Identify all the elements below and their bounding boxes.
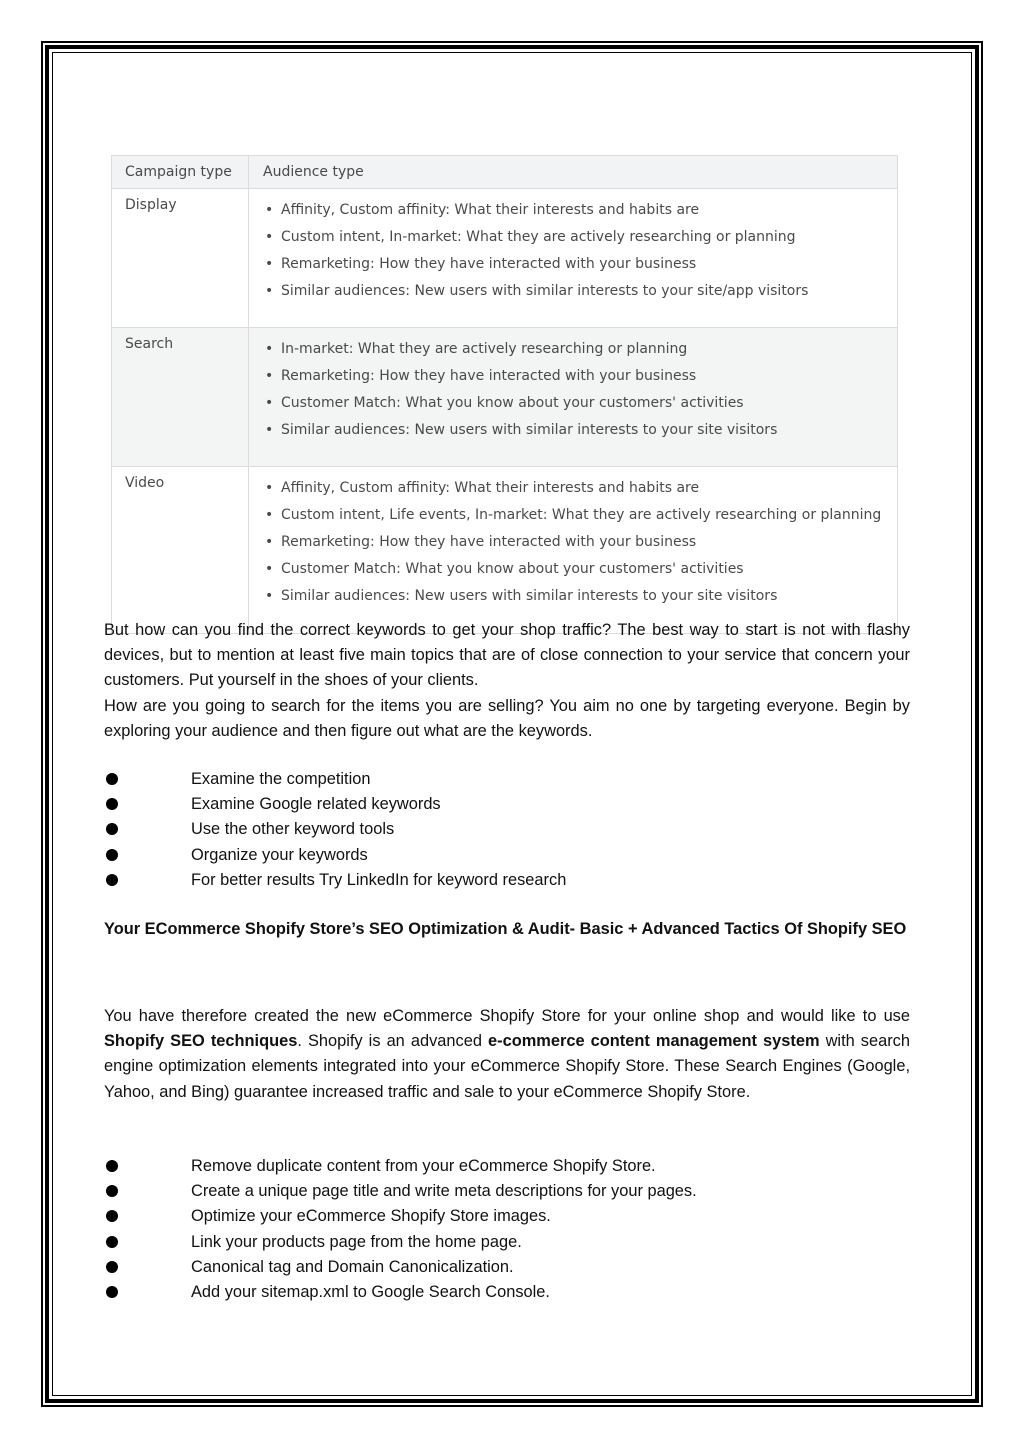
bullet-dot-icon [106, 1210, 118, 1222]
bullet-dot-icon [106, 874, 118, 886]
audience-item: • Remarketing: How they have interacted with your business [263, 363, 897, 390]
section-heading: Your ECommerce Shopify Store’s SEO Optimization & Audit- Basic + Advanced Tactics Of Shopify SEO [104, 920, 907, 938]
audience-type-header: Audience type [249, 156, 898, 189]
bullet-dot-icon [106, 1286, 118, 1298]
audience-item: • Customer Match: What you know about your customers' activities [263, 390, 897, 417]
list-item: For better results Try LinkedIn for keyword research [104, 868, 910, 893]
audience-list [263, 197, 897, 305]
list-item: Canonical tag and Domain Canonicalization. [104, 1255, 910, 1280]
audience-item: • Remarketing: How they have interacted with your business [263, 529, 897, 556]
bullet-dot-icon [106, 773, 118, 785]
keyword-steps-list [104, 767, 910, 893]
audience-list [263, 336, 897, 444]
audience-item: • Similar audiences: New users with similar interests to your site/app visitors [263, 278, 897, 305]
bold-term: Shopify SEO techniques [104, 1032, 298, 1051]
list-item: Link your products page from the home page. [104, 1230, 910, 1255]
intro-paragraph [104, 618, 910, 744]
bullet-dot-icon [106, 1185, 118, 1197]
list-item: Create a unique page title and write meta descriptions for your pages. [104, 1179, 910, 1204]
audience-item: • Affinity, Custom affinity: What their interests and habits are [263, 197, 897, 224]
list-item: Add your sitemap.xml to Google Search Console. [104, 1280, 910, 1305]
list-item: Optimize your eCommerce Shopify Store images. [104, 1204, 910, 1229]
audience-item: • In-market: What they are actively researching or planning [263, 336, 897, 363]
table-row-search [112, 328, 898, 467]
audience-item: • Similar audiences: New users with similar interests to your site visitors [263, 583, 897, 610]
audience-list [263, 475, 897, 610]
audience-item: • Customer Match: What you know about your customers' activities [263, 556, 897, 583]
intro-paragraph-line: But how can you find the correct keywords to get your shop traffic? The best way to start is not with flashy devices, but to mention at least five main topics that are of close connection to your service that concern your customers. Put yourself in the shoes of your clients. [104, 621, 910, 690]
table-header-row [112, 156, 898, 189]
bullet-dot-icon [106, 1236, 118, 1248]
campaign-type-cell: Search [112, 328, 249, 467]
campaign-type-header: Campaign type [112, 156, 249, 189]
audience-item: • Remarketing: How they have interacted with your business [263, 251, 897, 278]
audience-item: • Custom intent, Life events, In-market: What they are actively researching or planning [263, 502, 897, 529]
seo-steps-list [104, 1154, 910, 1305]
bullet-dot-icon [106, 1261, 118, 1273]
audience-type-cell [249, 328, 898, 467]
audience-item: • Custom intent, In-market: What they are actively researching or planning [263, 224, 897, 251]
bold-term: e-commerce content management system [488, 1032, 820, 1051]
audience-item: • Similar audiences: New users with similar interests to your site visitors [263, 417, 897, 444]
audience-type-cell [249, 189, 898, 328]
bullet-dot-icon [106, 849, 118, 861]
bullet-dot-icon [106, 1160, 118, 1172]
bullet-dot-icon [106, 798, 118, 810]
list-item: Use the other keyword tools [104, 817, 910, 842]
table-row-video [112, 467, 898, 634]
list-item: Organize your keywords [104, 843, 910, 868]
campaign-type-cell: Video [112, 467, 249, 634]
list-item: Examine the competition [104, 767, 910, 792]
audience-type-table [111, 155, 898, 634]
audience-type-cell [249, 467, 898, 634]
campaign-type-cell: Display [112, 189, 249, 328]
bullet-dot-icon [106, 823, 118, 835]
audience-item: • Affinity, Custom affinity: What their interests and habits are [263, 475, 897, 502]
list-item: Examine Google related keywords [104, 792, 910, 817]
intro-paragraph-line: How are you going to search for the items you are selling? You aim no one by targeting everyone. Begin by exploring your audience and then figure out what are the keywords. [104, 696, 910, 740]
seo-paragraph: You have therefore created the new eCommerce Shopify Store for your online shop and would like to use Shopify SEO techniques. Shopify is an advanced e-commerce content management system with search engine optimization elements integrated into your eCommerce Shopify Store. These Search Engines (Google, Yahoo, and Bing) guarantee increased traffic and sale to your eCommerce Shopify Store. [104, 1007, 910, 1101]
table-row-display [112, 189, 898, 328]
list-item: Remove duplicate content from your eCommerce Shopify Store. [104, 1154, 910, 1179]
